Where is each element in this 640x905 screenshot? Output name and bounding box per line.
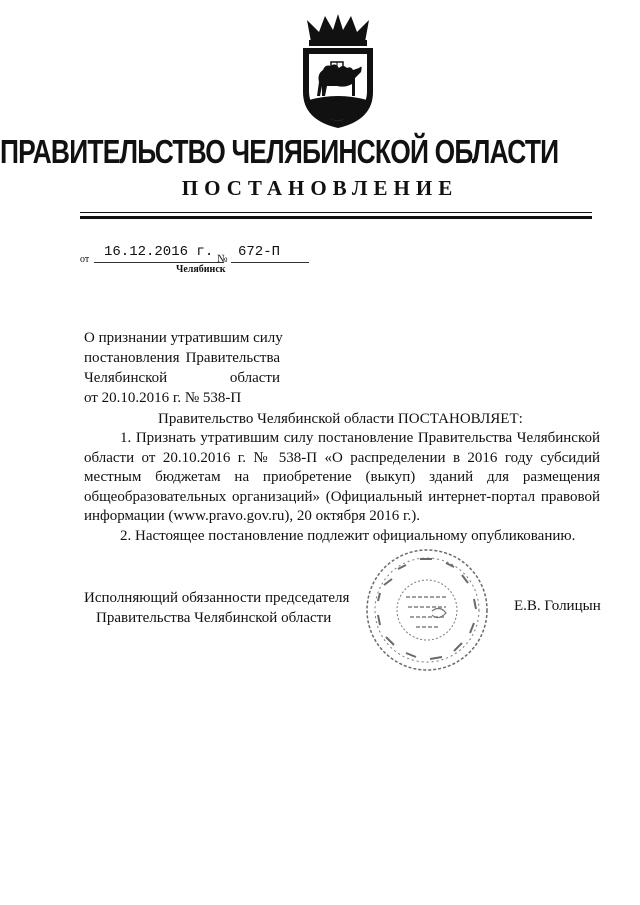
subject-line-3-part-b: области: [229, 370, 280, 386]
subject-line-1: О признании утратившим силу: [84, 330, 283, 346]
number-prefix: №: [217, 253, 228, 265]
subject-line-3: [84, 368, 280, 388]
signatory-position-line-1: Исполняющий обязанности председателя: [84, 590, 350, 606]
preamble: Правительство Челябинской области ПОСТАНОВЛЯЕТ:: [158, 411, 523, 427]
official-seal-stamp: [362, 545, 492, 675]
subject-line-3-part-a: Челябинской: [84, 370, 168, 386]
signatory-name: Е.В. Голицын: [514, 598, 601, 614]
signatory-position-line-2: Правительства Челябинской области: [96, 610, 332, 626]
subject-line-2-part-b: Правительства: [185, 350, 280, 366]
paragraph-1-line-4: общеобразовательных организаций» (Официальный интернет-портал правовой: [84, 488, 600, 505]
date-prefix: от: [80, 254, 90, 265]
coat-of-arms-icon: [297, 12, 379, 130]
subject-line-2: [84, 348, 280, 368]
paragraph-1-line-3: местным бюджетам на приобретение (выкуп) зданий для размещения: [84, 469, 600, 485]
document-type: ПОСТАНОВЛЕНИЕ: [181, 176, 459, 200]
paragraph-1-line-5: информации (www.pravo.gov.ru), 20 октября 2016 г.).: [84, 508, 420, 524]
paragraph-1-line-2: области от 20.10.2016 г. № 538-П «О распределении в 2016 году субсидий: [84, 449, 600, 466]
document-subject: [84, 328, 284, 408]
date-underline: [94, 262, 224, 263]
document-date: 16.12.2016 г.: [104, 244, 214, 260]
document-number: 672-П: [238, 244, 281, 260]
subject-line-4: от 20.10.2016 г. № 538-П: [84, 390, 242, 406]
subject-line-2-part-a: постановления: [84, 350, 180, 366]
document-body: [84, 429, 600, 546]
header-rule-thin: [80, 212, 592, 213]
number-underline: [231, 262, 309, 263]
header-rule-thick: [80, 216, 592, 219]
paragraph-1-line-1: 1. Признать утратившим силу постановление Правительства Челябинской: [120, 430, 600, 446]
signatory-position: [84, 588, 349, 628]
government-title: ПРАВИТЕЛЬСТВО ЧЕЛЯБИНСКОЙ ОБЛАСТИ: [0, 133, 559, 170]
paragraph-2: 2. Настоящее постановление подлежит официальному опубликованию.: [120, 527, 576, 544]
document-city: Челябинск: [176, 264, 226, 275]
